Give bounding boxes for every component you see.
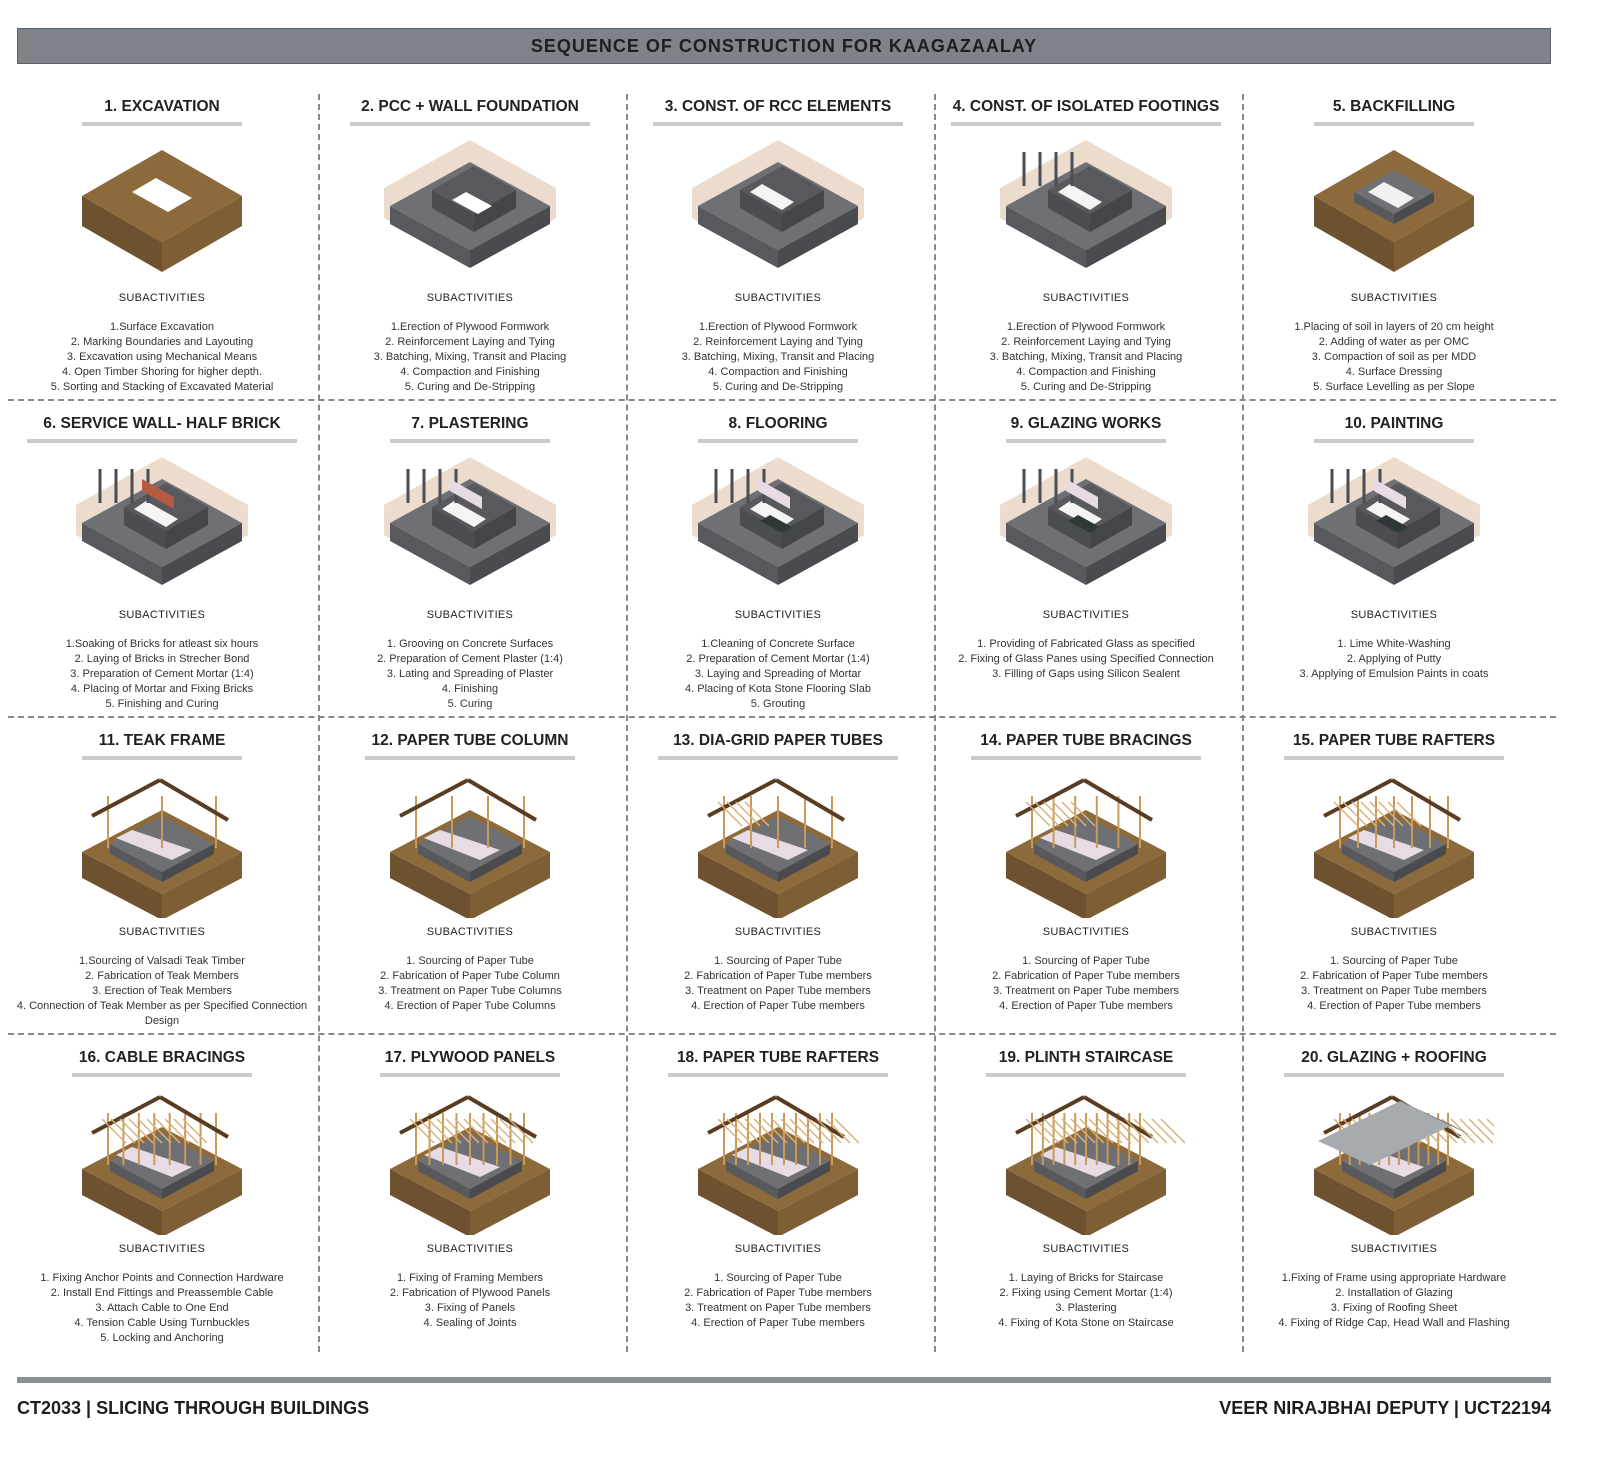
step-title: 15. PAPER TUBE RAFTERS (1292, 732, 1496, 749)
step-card (1240, 401, 1548, 718)
subactivity-item: 4. Fixing of Ridge Cap, Head Wall and Flashing (1278, 1317, 1510, 1329)
subactivities-heading: SUBACTIVITIES (1350, 609, 1438, 621)
subactivity-item: 1. Grooving on Concrete Surfaces (386, 638, 554, 650)
step-title: 3. CONST. OF RCC ELEMENTS (664, 98, 892, 115)
subactivity-item: 1.Erection of Plywood Formwork (390, 321, 550, 333)
header-bar (17, 28, 1551, 64)
subactivity-item: 1.Soaking of Bricks for atleast six hours (65, 638, 259, 650)
subactivity-item: 2. Installation of Glazing (1335, 1287, 1453, 1299)
subactivities-list (8, 637, 316, 712)
subactivity-item: 2. Install End Fittings and Preassemble Cable (50, 1287, 274, 1299)
subactivity-item: 2. Preparation of Cement Mortar (1:4) (686, 653, 870, 665)
subactivity-item: 3. Batching, Mixing, Transit and Placing (989, 351, 1183, 363)
step-title: 12. PAPER TUBE COLUMN (371, 732, 569, 749)
subactivities-heading: SUBACTIVITIES (426, 1243, 514, 1255)
subactivities-heading: SUBACTIVITIES (1042, 1243, 1130, 1255)
subactivity-item: 1.Surface Excavation (110, 321, 214, 333)
step-title: 13. DIA-GRID PAPER TUBES (673, 732, 883, 749)
subactivities-heading: SUBACTIVITIES (734, 292, 822, 304)
subactivities-heading: SUBACTIVITIES (426, 292, 514, 304)
subactivity-item: 4. Erection of Paper Tube Columns (384, 1000, 556, 1012)
subactivity-item: 5. Finishing and Curing (105, 698, 219, 710)
subactivity-item: 4. Compaction and Finishing (1016, 366, 1156, 378)
subactivity-item: 1. Fixing Anchor Points and Connection Hardware (40, 1272, 284, 1284)
subactivities-heading: SUBACTIVITIES (1350, 1243, 1438, 1255)
subactivities-list (1240, 637, 1548, 682)
subactivities-list (316, 1271, 624, 1331)
subactivity-item: 5. Curing and De-Stripping (404, 381, 536, 393)
subactivity-item: 1.Erection of Plywood Formwork (1006, 321, 1166, 333)
title-underline (1284, 1073, 1504, 1077)
subactivities-heading: SUBACTIVITIES (118, 926, 206, 938)
subactivity-item: 4. Compaction and Finishing (400, 366, 540, 378)
subactivities-heading: SUBACTIVITIES (1042, 609, 1130, 621)
subactivities-heading: SUBACTIVITIES (118, 292, 206, 304)
flooring-illustration (624, 451, 932, 601)
subactivities-list (8, 954, 316, 1029)
subactivity-item: 2. Adding of water as per OMC (1318, 336, 1470, 348)
subactivity-item: 2. Fabrication of Teak Members (85, 970, 239, 982)
subactivity-item: 2. Fabrication of Plywood Panels (389, 1287, 551, 1299)
subactivity-item: 2. Fixing using Cement Mortar (1:4) (999, 1287, 1173, 1299)
subactivities-heading: SUBACTIVITIES (1350, 926, 1438, 938)
step-title: 10. PAINTING (1344, 415, 1444, 432)
subactivity-item: 2. Fabrication of Paper Tube members (684, 970, 872, 982)
step-title: 1. EXCAVATION (104, 98, 220, 115)
subactivity-item: 3. Erection of Teak Members (92, 985, 232, 997)
step-card (624, 718, 932, 1035)
course-label: CT2033 | SLICING THROUGH BUILDINGS (17, 1398, 370, 1418)
glazing-illustration (932, 451, 1240, 601)
step-title: 9. GLAZING WORKS (1010, 415, 1162, 432)
subactivities-list (624, 320, 932, 395)
step-card (624, 1035, 932, 1352)
subactivities-list (932, 637, 1240, 682)
subactivity-item: 3. Batching, Mixing, Transit and Placing (373, 351, 567, 363)
step-card (1240, 718, 1548, 1035)
step-card (316, 401, 624, 718)
title-underline (82, 122, 242, 126)
subactivities-heading: SUBACTIVITIES (1042, 292, 1130, 304)
plastering-illustration (316, 451, 624, 601)
step-card (8, 718, 316, 1035)
subactivities-heading: SUBACTIVITIES (734, 1243, 822, 1255)
subactivity-item: 2. Fabrication of Paper Tube Column (380, 970, 560, 982)
step-title: 11. TEAK FRAME (98, 732, 226, 749)
subactivity-item: 4. Erection of Paper Tube members (691, 1317, 865, 1329)
painting-illustration (1240, 451, 1548, 601)
step-card (932, 401, 1240, 718)
subactivities-heading: SUBACTIVITIES (734, 609, 822, 621)
step-card (624, 84, 932, 401)
subactivity-item: 4. Tension Cable Using Turnbuckles (74, 1317, 250, 1329)
subactivity-item: 4. Open Timber Shoring for higher depth. (62, 366, 262, 378)
step-title: 5. BACKFILLING (1332, 98, 1456, 115)
subactivity-item: 3. Lating and Spreading of Plaster (386, 668, 554, 680)
title-underline (653, 122, 903, 126)
title-underline (350, 122, 590, 126)
page-title: SEQUENCE OF CONSTRUCTION FOR KAAGAZAALAY (530, 35, 1038, 56)
paper-tube-column-illustration (316, 768, 624, 918)
subactivities-heading: SUBACTIVITIES (118, 1243, 206, 1255)
subactivity-item: 1. Laying of Bricks for Staircase (1008, 1272, 1164, 1284)
subactivities-list (316, 637, 624, 712)
step-card (316, 84, 624, 401)
title-underline (82, 756, 242, 760)
step-card (8, 401, 316, 718)
subactivities-heading: SUBACTIVITIES (118, 609, 206, 621)
title-underline (668, 1073, 888, 1077)
subactivity-item: 2. Preparation of Cement Plaster (1:4) (377, 653, 563, 665)
subactivities-list (8, 1271, 316, 1346)
subactivity-item: 2. Marking Boundaries and Layouting (70, 336, 254, 348)
subactivity-item: 1. Sourcing of Paper Tube (714, 955, 842, 967)
subactivity-item: 5. Surface Levelling as per Slope (1313, 381, 1475, 393)
subactivity-item: 4. Placing of Mortar and Fixing Bricks (70, 683, 254, 695)
title-underline (27, 439, 297, 443)
subactivities-list (932, 954, 1240, 1014)
subactivity-item: 4. Sealing of Joints (423, 1317, 517, 1329)
teak-frame-illustration (8, 768, 316, 918)
footings-illustration (932, 134, 1240, 284)
subactivities-heading: SUBACTIVITIES (734, 926, 822, 938)
roofing-illustration (1240, 1085, 1548, 1235)
subactivity-item: 4. Surface Dressing (1345, 366, 1443, 378)
step-card (932, 84, 1240, 401)
diagrid-illustration (624, 768, 932, 918)
step-title: 19. PLINTH STAIRCASE (998, 1049, 1174, 1066)
subactivity-item: 3. Batching, Mixing, Transit and Placing (681, 351, 875, 363)
subactivity-item: 5. Curing and De-Stripping (1020, 381, 1152, 393)
rafters-illustration (1240, 768, 1548, 918)
title-underline (365, 756, 575, 760)
bracings-illustration (932, 768, 1240, 918)
subactivity-item: 2. Fabrication of Paper Tube members (684, 1287, 872, 1299)
subactivity-item: 4. Finishing (441, 683, 499, 695)
subactivity-item: 4. Erection of Paper Tube members (999, 1000, 1173, 1012)
subactivities-list (8, 320, 316, 395)
title-underline (1314, 439, 1474, 443)
excavation-illustration (8, 134, 316, 284)
subactivity-item: 2. Fixing of Glass Panes using Specified Connection (958, 653, 1214, 665)
subactivities-heading: SUBACTIVITIES (426, 926, 514, 938)
subactivities-list (932, 1271, 1240, 1331)
subactivity-item: 4. Fixing of Kota Stone on Staircase (998, 1317, 1174, 1329)
title-underline (380, 1073, 560, 1077)
subactivities-list (624, 637, 932, 712)
subactivity-item: 4. Placing of Kota Stone Flooring Slab (685, 683, 871, 695)
title-underline (986, 1073, 1186, 1077)
step-title: 7. PLASTERING (411, 415, 529, 432)
subactivity-item: 1. Fixing of Framing Members (396, 1272, 544, 1284)
subactivity-item: 3. Excavation using Mechanical Means (66, 351, 258, 363)
cable-bracings-illustration (8, 1085, 316, 1235)
step-card (624, 401, 932, 718)
subactivity-item: 3. Applying of Emulsion Paints in coats (1299, 668, 1489, 680)
staircase-illustration (932, 1085, 1240, 1235)
subactivity-item: 2. Laying of Bricks in Strecher Bond (74, 653, 250, 665)
subactivity-item: 5. Curing (447, 698, 493, 710)
step-title: 20. GLAZING + ROOFING (1301, 1049, 1487, 1066)
subactivity-item: 3. Preparation of Cement Mortar (1:4) (70, 668, 254, 680)
step-card (932, 718, 1240, 1035)
construction-sequence-grid (8, 84, 1556, 1352)
subactivity-item: 1.Erection of Plywood Formwork (698, 321, 858, 333)
subactivity-item: 1. Sourcing of Paper Tube (406, 955, 534, 967)
title-underline (971, 756, 1201, 760)
subactivities-heading: SUBACTIVITIES (1350, 292, 1438, 304)
subactivity-item: 1. Lime White-Washing (1337, 638, 1451, 650)
backfilling-illustration (1240, 134, 1548, 284)
subactivity-item: 3. Treatment on Paper Tube Columns (378, 985, 562, 997)
subactivities-list (1240, 954, 1548, 1014)
subactivity-item: 3. Treatment on Paper Tube members (685, 1302, 871, 1314)
title-underline (658, 756, 898, 760)
step-title: 6. SERVICE WALL- HALF BRICK (43, 415, 281, 432)
step-title: 4. CONST. OF ISOLATED FOOTINGS (952, 98, 1220, 115)
subactivities-list (316, 954, 624, 1014)
title-underline (390, 439, 550, 443)
title-underline (1006, 439, 1166, 443)
subactivity-item: 3. Treatment on Paper Tube members (993, 985, 1179, 997)
subactivity-item: 3. Laying and Spreading of Mortar (694, 668, 862, 680)
step-title: 18. PAPER TUBE RAFTERS (676, 1049, 880, 1066)
subactivities-heading: SUBACTIVITIES (426, 609, 514, 621)
subactivity-item: 5. Locking and Anchoring (100, 1332, 224, 1344)
subactivity-item: 1. Sourcing of Paper Tube (714, 1272, 842, 1284)
subactivities-heading: SUBACTIVITIES (1042, 926, 1130, 938)
subactivity-item: 3. Plastering (1055, 1302, 1117, 1314)
subactivity-item: 5. Curing and De-Stripping (712, 381, 844, 393)
step-card (316, 1035, 624, 1352)
subactivity-item: 3. Filling of Gaps using Silicon Sealent (992, 668, 1180, 680)
subactivity-item: 1. Sourcing of Paper Tube (1330, 955, 1458, 967)
subactivity-item: 5. Sorting and Stacking of Excavated Material (50, 381, 274, 393)
subactivity-item: 3. Attach Cable to One End (95, 1302, 229, 1314)
step-title: 17. PLYWOOD PANELS (384, 1049, 556, 1066)
subactivities-list (932, 320, 1240, 395)
subactivity-item: 3. Treatment on Paper Tube members (1301, 985, 1487, 997)
footer-rule (17, 1377, 1551, 1383)
title-underline (1314, 122, 1474, 126)
subactivity-item: 3. Fixing of Roofing Sheet (1330, 1302, 1458, 1314)
plywood-panels-illustration (316, 1085, 624, 1235)
subactivity-item: 1.Placing of soil in layers of 20 cm height (1294, 321, 1494, 333)
subactivity-item: 2. Reinforcement Laying and Tying (693, 336, 863, 348)
step-card (8, 84, 316, 401)
subactivity-item: 1. Providing of Fabricated Glass as specified (977, 638, 1195, 650)
subactivities-list (1240, 320, 1548, 395)
title-underline (1284, 756, 1504, 760)
subactivities-list (624, 1271, 932, 1331)
step-title: 8. FLOORING (728, 415, 828, 432)
subactivities-list (316, 320, 624, 395)
step-card (8, 1035, 316, 1352)
subactivity-item: 2. Applying of Putty (1346, 653, 1442, 665)
subactivity-item: 3. Compaction of soil as per MDD (1311, 351, 1477, 363)
subactivity-item: 5. Grouting (750, 698, 806, 710)
subactivity-item: 3. Treatment on Paper Tube members (685, 985, 871, 997)
subactivity-item: 2. Reinforcement Laying and Tying (1001, 336, 1171, 348)
step-card (316, 718, 624, 1035)
subactivity-item: 1. Sourcing of Paper Tube (1022, 955, 1150, 967)
subactivity-item: 3. Fixing of Panels (424, 1302, 516, 1314)
rafters-illustration (624, 1085, 932, 1235)
title-underline (698, 439, 858, 443)
step-title: 16. CABLE BRACINGS (78, 1049, 246, 1066)
subactivity-item: 4. Connection of Teak Member as per Specified Connection Design (16, 1000, 308, 1027)
subactivity-item: 1.Cleaning of Concrete Surface (701, 638, 855, 650)
subactivity-item: 2. Fabrication of Paper Tube members (992, 970, 1180, 982)
subactivities-list (624, 954, 932, 1014)
subactivity-item: 4. Erection of Paper Tube members (691, 1000, 865, 1012)
subactivity-item: 4. Compaction and Finishing (708, 366, 848, 378)
step-title: 2. PCC + WALL FOUNDATION (361, 98, 579, 115)
step-card (932, 1035, 1240, 1352)
service-wall-illustration (8, 451, 316, 601)
subactivity-item: 2. Fabrication of Paper Tube members (1300, 970, 1488, 982)
title-underline (951, 122, 1221, 126)
subactivity-item: 1.Sourcing of Valsadi Teak Timber (79, 955, 245, 967)
subactivity-item: 1.Fixing of Frame using appropriate Hardware (1281, 1272, 1507, 1284)
subactivity-item: 2. Reinforcement Laying and Tying (385, 336, 555, 348)
step-card (1240, 1035, 1548, 1352)
subactivity-item: 4. Erection of Paper Tube members (1307, 1000, 1481, 1012)
step-card (1240, 84, 1548, 401)
subactivities-list (1240, 1271, 1548, 1331)
author-label: VEER NIRAJBHAI DEPUTY | UCT22194 (1219, 1398, 1551, 1418)
rcc-illustration (624, 134, 932, 284)
foundation-illustration (316, 134, 624, 284)
step-title: 14. PAPER TUBE BRACINGS (980, 732, 1192, 749)
title-underline (72, 1073, 252, 1077)
